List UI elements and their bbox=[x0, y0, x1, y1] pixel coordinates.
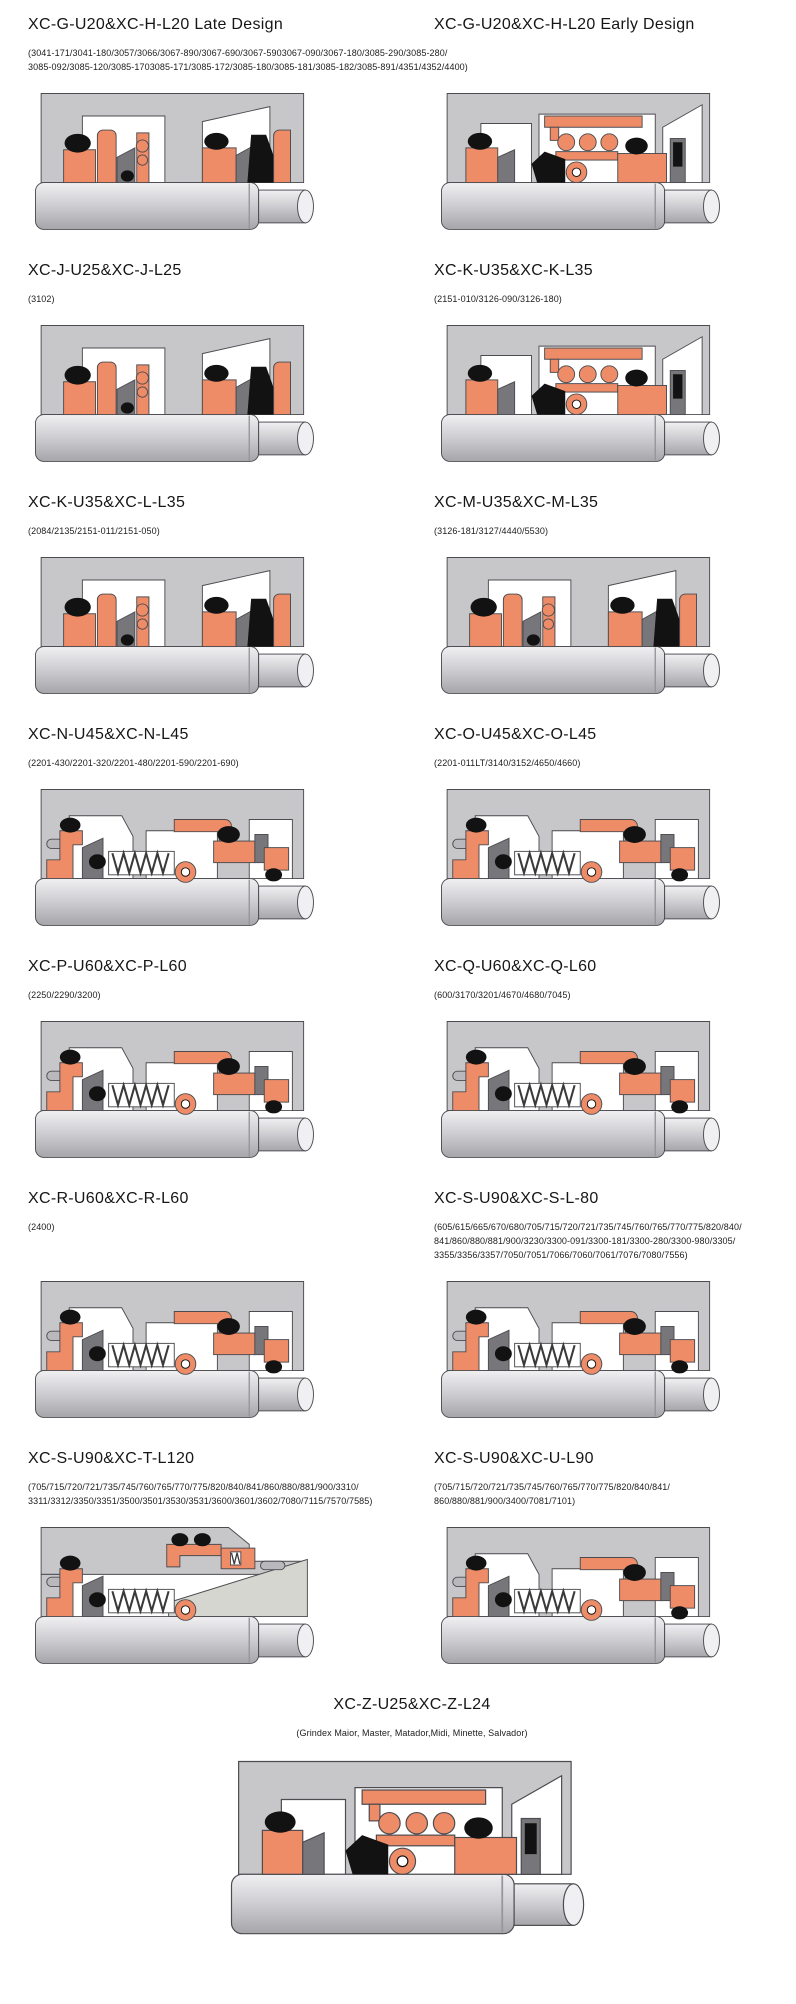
coil-spring bbox=[515, 1083, 581, 1106]
model-number-list bbox=[434, 524, 796, 538]
shaft-end-cap bbox=[298, 886, 314, 919]
section-title: XC-S-U90&XC-T-L120 bbox=[28, 1450, 195, 1467]
o-ring bbox=[65, 598, 91, 617]
seal-section bbox=[434, 262, 796, 468]
spring-coil bbox=[579, 134, 596, 151]
shaft bbox=[442, 1371, 720, 1418]
o-ring bbox=[121, 170, 134, 181]
o-ring bbox=[671, 1360, 688, 1373]
drive-ring bbox=[175, 862, 196, 883]
shaft bbox=[232, 1874, 584, 1933]
drive-ring bbox=[581, 1600, 602, 1621]
spring-coil bbox=[406, 1813, 427, 1834]
coil-spring bbox=[109, 1343, 175, 1366]
seal-section bbox=[434, 958, 796, 1164]
section-title: XC-N-U45&XC-N-L45 bbox=[28, 726, 189, 743]
model-number-line: 3085-092/3085-120/3085-1703085-171/3085-172/3085-180/3085-181/3085-182/3085-891/4351/4352/4400) bbox=[28, 62, 468, 72]
o-ring bbox=[265, 868, 282, 881]
catalog-row bbox=[28, 1450, 796, 1670]
seal-diagram bbox=[434, 1014, 796, 1164]
section-title: XC-Q-U60&XC-Q-L60 bbox=[434, 958, 597, 975]
seal-cross-section bbox=[434, 318, 734, 468]
model-number-list bbox=[434, 292, 796, 306]
o-ring bbox=[217, 1058, 240, 1075]
seal-cross-section bbox=[28, 1014, 328, 1164]
model-number-line: 860/880/881/900/3400/7081/7101) bbox=[434, 1496, 576, 1506]
drive-ring bbox=[581, 1354, 602, 1375]
model-number-line: 841/860/880/881/900/3230/3300-091/3300-181/3300-280/3300-980/3305/ bbox=[434, 1236, 736, 1246]
set-pin bbox=[261, 1561, 285, 1569]
seal-section bbox=[28, 494, 434, 700]
seal-diagram bbox=[28, 782, 434, 932]
drive-ring bbox=[175, 1354, 196, 1375]
seal-section bbox=[28, 262, 434, 468]
model-number-list bbox=[28, 292, 434, 306]
seal-section bbox=[434, 1190, 796, 1424]
o-ring bbox=[265, 1360, 282, 1373]
o-ring bbox=[471, 598, 497, 617]
shaft-end-cap bbox=[298, 1378, 314, 1411]
seal-diagram bbox=[28, 550, 434, 700]
o-ring bbox=[527, 634, 540, 645]
section-title: XC-K-U35&XC-K-L35 bbox=[434, 262, 593, 279]
shaft bbox=[36, 647, 314, 694]
o-ring bbox=[194, 1533, 211, 1546]
o-ring bbox=[623, 1318, 646, 1335]
o-ring bbox=[217, 1318, 240, 1335]
seal-section bbox=[28, 1450, 434, 1670]
seal-diagram bbox=[434, 1520, 796, 1670]
seal-diagram bbox=[434, 550, 796, 700]
shaft bbox=[442, 1111, 720, 1158]
spring-coil bbox=[558, 134, 575, 151]
shaft-end-cap bbox=[298, 654, 314, 687]
shaft bbox=[36, 183, 314, 230]
catalog-row bbox=[28, 16, 796, 236]
o-ring bbox=[671, 1100, 688, 1113]
seal-diagram bbox=[434, 318, 796, 468]
shaft bbox=[36, 1617, 314, 1664]
seal-cross-section bbox=[28, 782, 328, 932]
model-number-list bbox=[434, 1480, 796, 1508]
section-title: XC-O-U45&XC-O-L45 bbox=[434, 726, 597, 743]
o-ring bbox=[60, 818, 81, 833]
model-number-list bbox=[434, 756, 796, 770]
seal-cross-section bbox=[28, 1520, 328, 1670]
dark-insert bbox=[525, 1823, 537, 1854]
seal-section bbox=[28, 1190, 434, 1424]
shaft-end-cap bbox=[298, 422, 314, 455]
o-ring bbox=[89, 1086, 106, 1101]
catalog-row bbox=[28, 1190, 796, 1424]
shaft-end-cap bbox=[704, 190, 720, 223]
shaft-end-cap bbox=[704, 1378, 720, 1411]
o-ring bbox=[466, 1050, 487, 1065]
o-ring bbox=[495, 1346, 512, 1361]
seal-section bbox=[28, 1696, 796, 1942]
section-title: XC-M-U35&XC-M-L35 bbox=[434, 494, 599, 511]
coil-spring bbox=[109, 851, 175, 874]
o-ring bbox=[89, 1346, 106, 1361]
model-number-list bbox=[434, 988, 796, 1002]
model-number-line: (600/3170/3201/4670/4680/7045) bbox=[434, 990, 571, 1000]
model-number-list bbox=[28, 1480, 434, 1508]
dark-insert bbox=[673, 374, 682, 398]
model-number-line: (Grindex Maior, Master, Matador,Midi, Minette, Salvador) bbox=[296, 1728, 528, 1738]
seal-cross-section bbox=[434, 1014, 734, 1164]
model-number-line: (2201-011LT/3140/3152/4650/4660) bbox=[434, 758, 581, 768]
seal-cross-section bbox=[434, 1274, 734, 1424]
model-number-line: (2400) bbox=[28, 1222, 55, 1232]
model-number-list bbox=[28, 46, 796, 74]
coil-spring bbox=[515, 1589, 581, 1612]
model-number-line: (605/615/665/670/680/705/715/720/721/735/745/760/765/770/775/820/840/ bbox=[434, 1222, 742, 1232]
seal-section bbox=[28, 726, 434, 932]
o-ring bbox=[466, 1310, 487, 1325]
o-ring bbox=[121, 402, 134, 413]
o-ring bbox=[217, 826, 240, 843]
section-title: XC-S-U90&XC-U-L90 bbox=[434, 1450, 594, 1467]
section-title: XC-K-U35&XC-L-L35 bbox=[28, 494, 186, 511]
model-number-line: (705/715/720/721/735/745/760/765/770/775/820/840/841/ bbox=[434, 1482, 671, 1492]
seal-cross-section bbox=[434, 86, 734, 236]
shaft bbox=[36, 879, 314, 926]
model-number-line: (3126-181/3127/4440/5530) bbox=[434, 526, 549, 536]
spring-coil bbox=[579, 366, 596, 383]
shaft bbox=[36, 415, 314, 462]
model-number-list bbox=[28, 1220, 434, 1262]
model-number-list bbox=[28, 1726, 796, 1740]
seal-diagram bbox=[434, 86, 796, 236]
o-ring bbox=[65, 366, 91, 385]
section-title: XC-G-U20&XC-H-L20 Early Design bbox=[434, 16, 695, 33]
shaft-end-cap bbox=[298, 1118, 314, 1151]
section-title: XC-P-U60&XC-P-L60 bbox=[28, 958, 187, 975]
o-ring bbox=[623, 1564, 646, 1581]
o-ring bbox=[60, 1310, 81, 1325]
seal-cross-section bbox=[434, 1520, 734, 1670]
model-number-list bbox=[28, 756, 434, 770]
seal-cross-section bbox=[434, 550, 734, 700]
o-ring bbox=[495, 854, 512, 869]
shaft bbox=[442, 879, 720, 926]
model-number-line: 3311/3312/3350/3351/3500/3501/3530/3531/3600/3601/3602/7080/7115/7570/7585) bbox=[28, 1496, 373, 1506]
o-ring bbox=[625, 138, 648, 155]
o-ring bbox=[89, 1592, 106, 1607]
o-ring bbox=[60, 1556, 81, 1571]
coil-spring bbox=[515, 851, 581, 874]
section-title: XC-J-U25&XC-J-L25 bbox=[28, 262, 182, 279]
o-ring bbox=[466, 1556, 487, 1571]
shaft-end-cap bbox=[298, 190, 314, 223]
o-ring bbox=[204, 597, 228, 614]
seal-diagram bbox=[28, 1274, 434, 1424]
model-number-line: (2201-430/2201-320/2201-480/2201-590/2201-690) bbox=[28, 758, 239, 768]
seal-diagram bbox=[28, 1520, 434, 1670]
coil-spring bbox=[109, 1589, 175, 1612]
o-ring bbox=[464, 1817, 493, 1838]
o-ring bbox=[204, 133, 228, 150]
seal-cross-section bbox=[28, 86, 328, 236]
shaft-end-cap bbox=[704, 654, 720, 687]
drive-ring bbox=[175, 1094, 196, 1115]
coil-spring bbox=[109, 1083, 175, 1106]
seal-section bbox=[434, 494, 796, 700]
o-ring bbox=[468, 365, 492, 382]
section-title: XC-R-U60&XC-R-L60 bbox=[28, 1190, 189, 1207]
model-number-list bbox=[28, 524, 434, 538]
seal-diagram bbox=[28, 1014, 434, 1164]
model-number-line: (2250/2290/3200) bbox=[28, 990, 101, 1000]
seal-cross-section bbox=[28, 318, 328, 468]
spring-coil bbox=[558, 366, 575, 383]
o-ring bbox=[623, 826, 646, 843]
title-row bbox=[28, 16, 796, 34]
seal-section bbox=[434, 726, 796, 932]
seal-diagram bbox=[28, 1752, 796, 1942]
o-ring bbox=[171, 1533, 188, 1546]
o-ring bbox=[671, 1606, 688, 1619]
model-number-line: (705/715/720/721/735/745/760/765/770/775/820/840/841/860/880/881/900/3310/ bbox=[28, 1482, 359, 1492]
seal-diagram bbox=[28, 86, 434, 236]
model-number-line: (2151-010/3126-090/3126-180) bbox=[434, 294, 562, 304]
o-ring bbox=[121, 634, 134, 645]
o-ring bbox=[671, 868, 688, 881]
section-title: XC-S-U90&XC-S-L-80 bbox=[434, 1190, 599, 1207]
model-number-line: (2084/2135/2151-011/2151-050) bbox=[28, 526, 160, 536]
model-number-list bbox=[434, 1220, 796, 1262]
seal-cross-section bbox=[434, 782, 734, 932]
o-ring bbox=[265, 1811, 296, 1832]
dark-insert bbox=[673, 142, 682, 166]
o-ring bbox=[610, 597, 634, 614]
o-ring bbox=[204, 365, 228, 382]
model-number-list bbox=[28, 988, 434, 1002]
shaft-end-cap bbox=[704, 886, 720, 919]
o-ring bbox=[495, 1086, 512, 1101]
shaft-end-cap bbox=[563, 1884, 583, 1926]
shaft bbox=[442, 1617, 720, 1664]
o-ring bbox=[60, 1050, 81, 1065]
seal-section bbox=[434, 1450, 796, 1670]
model-number-line: (3041-171/3041-180/3057/3066/3067-890/3067-690/3067-5903067-090/3067-180/3085-290/3085-280/ bbox=[28, 48, 448, 58]
shaft-end-cap bbox=[704, 422, 720, 455]
o-ring bbox=[89, 854, 106, 869]
section-title: XC-G-U20&XC-H-L20 Late Design bbox=[28, 16, 284, 33]
model-number-line: (3102) bbox=[28, 294, 55, 304]
drive-ring bbox=[581, 862, 602, 883]
shaft-end-cap bbox=[704, 1624, 720, 1657]
spring-coil bbox=[601, 366, 618, 383]
seal-cross-section bbox=[222, 1752, 602, 1942]
shaft bbox=[442, 183, 720, 230]
catalog-row bbox=[28, 958, 796, 1164]
o-ring bbox=[623, 1058, 646, 1075]
section-title: XC-Z-U25&XC-Z-L24 bbox=[333, 1696, 491, 1713]
seal-diagram bbox=[434, 782, 796, 932]
o-ring bbox=[468, 133, 492, 150]
drive-ring bbox=[175, 1600, 196, 1621]
shaft bbox=[36, 1111, 314, 1158]
catalog-row bbox=[28, 262, 796, 468]
spring-coil bbox=[379, 1813, 400, 1834]
o-ring bbox=[466, 818, 487, 833]
seal-diagram bbox=[434, 1274, 796, 1424]
shaft bbox=[36, 1371, 314, 1418]
catalog-row bbox=[28, 1696, 796, 1942]
seal-diagram bbox=[28, 318, 434, 468]
drive-ring bbox=[581, 1094, 602, 1115]
model-number-line: 3355/3356/3357/7050/7051/7066/7060/7061/7076/7080/7556) bbox=[434, 1250, 688, 1260]
catalog-row bbox=[28, 726, 796, 932]
o-ring bbox=[625, 370, 648, 387]
o-ring bbox=[65, 134, 91, 153]
shaft-end-cap bbox=[704, 1118, 720, 1151]
o-ring bbox=[495, 1592, 512, 1607]
seal-cross-section bbox=[28, 1274, 328, 1424]
spring-coil bbox=[433, 1813, 454, 1834]
spring-coil bbox=[601, 134, 618, 151]
coil-spring bbox=[515, 1343, 581, 1366]
shaft bbox=[442, 647, 720, 694]
diagram-row bbox=[28, 74, 796, 236]
shaft-end-cap bbox=[298, 1624, 314, 1657]
shaft bbox=[442, 415, 720, 462]
seal-cross-section bbox=[28, 550, 328, 700]
catalog-row bbox=[28, 494, 796, 700]
o-ring bbox=[265, 1100, 282, 1113]
seal-section bbox=[28, 958, 434, 1164]
